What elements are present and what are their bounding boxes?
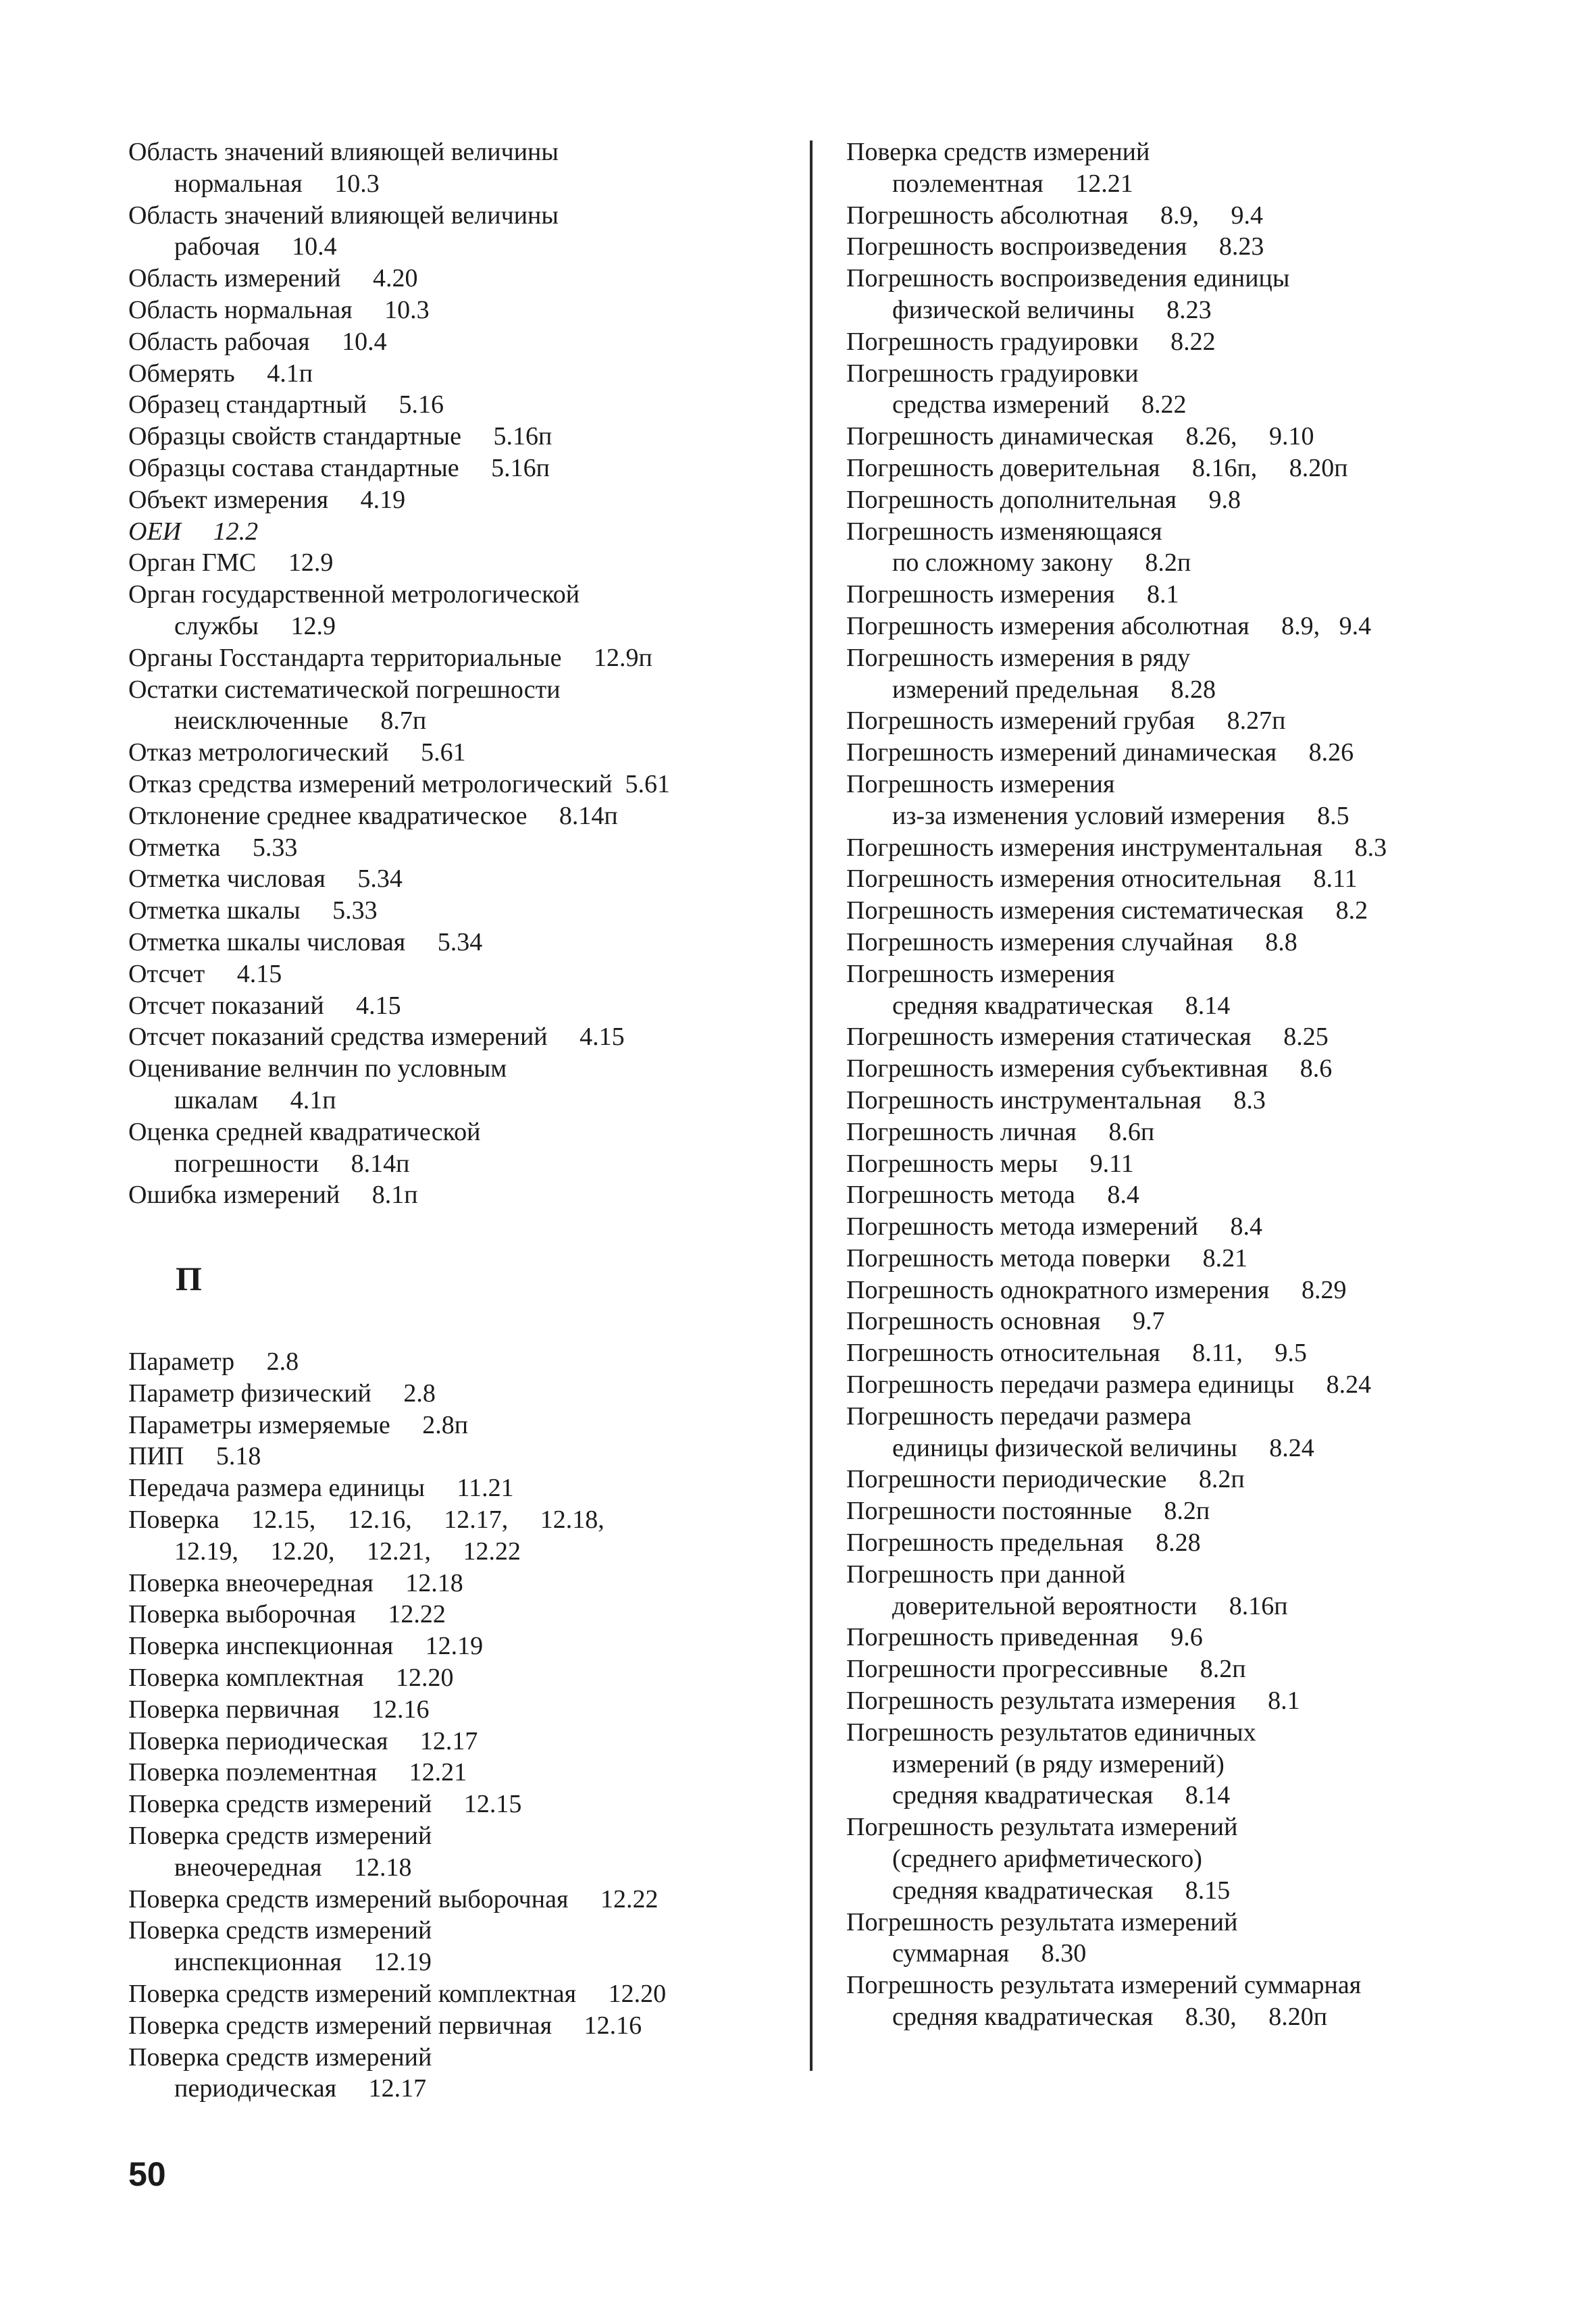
index-entry: Отметка шкалы числовая 5.34 — [128, 927, 483, 956]
index-entry: Область значений влияющей величины — [128, 201, 559, 230]
index-entry: Орган государственной метрологической — [128, 580, 580, 609]
index-entry: Параметры измеряемые 2.8п — [128, 1410, 469, 1439]
index-entry: Погрешность абсолютная 8.9, 9.4 — [846, 201, 1263, 230]
index-entry: Оценка средней квадратической — [128, 1117, 481, 1146]
index-entry: Поверка инспекционная 12.19 — [128, 1632, 484, 1661]
index-entry: нормальная 10.3 — [174, 169, 380, 198]
index-entry: Поверка выборочная 12.22 — [128, 1600, 446, 1629]
index-entry: Поверка средств измерений — [846, 138, 1150, 166]
index-entry: Погрешность личная 8.6п — [846, 1117, 1155, 1146]
index-entry: Оценивание велнчин по условным — [128, 1054, 507, 1083]
index-entry: Погрешность изменяющаяся — [846, 517, 1162, 546]
right-column — [846, 136, 1555, 2033]
index-entry: Область нормальная 10.3 — [128, 295, 430, 324]
index-entry: Погрешность измерения — [846, 769, 1115, 798]
index-entry: Погрешность однократного измерения 8.29 — [846, 1275, 1347, 1304]
index-entry: Поверка средств измерений комплектная 12.20 — [128, 1980, 667, 2009]
index-entry: Отметка шкалы 5.33 — [128, 896, 378, 925]
index-entry: Погрешность метода измерений 8.4 — [846, 1212, 1262, 1241]
index-entry: рабочая 10.4 — [174, 232, 337, 261]
index-entry: Погрешность передачи размера единицы 8.24 — [846, 1370, 1372, 1399]
index-entry: Область рабочая 10.4 — [128, 327, 387, 356]
index-entry: Отказ метрологический 5.61 — [128, 738, 466, 767]
index-entry: Поверка средств измерений первичная 12.16 — [128, 2011, 642, 2040]
index-entry: Погрешность измерения систематическая 8.2 — [846, 896, 1368, 925]
index-entry: Погрешность результатов единичных — [846, 1718, 1256, 1747]
index-entry: Поверка средств измерений 12.15 — [128, 1790, 522, 1819]
index-entry: Погрешность градуировки — [846, 359, 1139, 388]
index-entry: Погрешность измерения относительная 8.11 — [846, 865, 1358, 894]
index-entry: шкалам 4.1п — [174, 1085, 336, 1114]
index-entry: Поверка средств измерений — [128, 2042, 432, 2072]
index-entry: Поверка первичная 12.16 — [128, 1695, 430, 1724]
index-entry: Погрешность измерения — [846, 959, 1115, 988]
index-entry: Погрешность инструментальная 8.3 — [846, 1085, 1266, 1114]
index-entry: Отметка 5.33 — [128, 833, 298, 862]
index-entry: Погрешность измерения субъективная 8.6 — [846, 1054, 1333, 1083]
index-entry: Отклонение среднее квадратическое 8.14п — [128, 801, 618, 830]
index-entry: Погрешность измерения случайная 8.8 — [846, 927, 1297, 956]
index-entry: Ошибка измерений 8.1п — [128, 1181, 418, 1210]
index-entry: поэлементная 12.21 — [892, 169, 1133, 198]
section-gap — [128, 1299, 804, 1346]
index-entry: Органы Госстандарта территориальные 12.9п — [128, 643, 652, 672]
index-entry: Погрешность дополнительная 9.8 — [846, 485, 1241, 514]
index-entry: Погрешность измерения в ряду — [846, 643, 1191, 672]
index-entry: погрешности 8.14п — [174, 1149, 410, 1178]
index-entry: Погрешность воспроизведения 8.23 — [846, 232, 1264, 261]
index-entry: 12.19, 12.20, 12.21, 12.22 — [174, 1537, 521, 1566]
left-column — [128, 136, 804, 2105]
index-entry: Орган ГМС 12.9 — [128, 548, 334, 577]
index-entry: Объект измерения 4.19 — [128, 485, 406, 514]
index-entry: Погрешность метода 8.4 — [846, 1181, 1139, 1210]
index-entry: из-за изменения условий измерения 8.5 — [892, 801, 1349, 830]
index-entry: Передача размера единицы 11.21 — [128, 1474, 514, 1503]
index-entry: Погрешность измерения статическая 8.25 — [846, 1023, 1329, 1052]
index-entry: Погрешность доверительная 8.16п, 8.20п — [846, 453, 1348, 482]
section-gap — [128, 1211, 804, 1258]
right-entries — [846, 136, 1555, 2033]
index-entry: Погрешность приведенная 9.6 — [846, 1623, 1203, 1652]
index-entry: Поверка комплектная 12.20 — [128, 1664, 454, 1693]
index-entry: Погрешность основная 9.7 — [846, 1307, 1165, 1336]
index-entry: измерений предельная 8.28 — [892, 675, 1216, 704]
index-entry: Поверка средств измерений — [128, 1916, 432, 1945]
index-entry: Погрешность измерения инструментальная 8.3 — [846, 833, 1387, 862]
left-entries-before — [128, 136, 804, 1211]
index-entry: Погрешность передачи размера — [846, 1402, 1192, 1431]
index-entry: средняя квадратическая 8.30, 8.20п — [892, 2003, 1328, 2032]
column-divider — [810, 140, 813, 2071]
index-entry: ОЕИ 12.2 — [128, 517, 259, 546]
index-entry: Погрешность результата измерений — [846, 1813, 1238, 1842]
index-entry: Погрешность результата измерений суммарная — [846, 1971, 1362, 2000]
index-entry: внеочередная 12.18 — [174, 1853, 412, 1882]
index-entry: Погрешность измерений грубая 8.27п — [846, 706, 1286, 736]
index-entry: Область измерений 4.20 — [128, 264, 418, 293]
index-entry: Область значений влияющей величины — [128, 138, 559, 166]
index-entry: Образцы свойств стандартные 5.16п — [128, 422, 552, 451]
index-entry: Параметр физический 2.8 — [128, 1379, 436, 1408]
index-entry: Погрешность измерения 8.1 — [846, 580, 1179, 609]
index-entry: единицы физической величины 8.24 — [892, 1433, 1314, 1462]
index-entry: суммарная 8.30 — [892, 1939, 1087, 1968]
index-entry: (среднего арифметического) — [892, 1845, 1202, 1874]
index-entry: средняя квадратическая 8.14 — [892, 1781, 1231, 1810]
index-entry: Поверка внеочередная 12.18 — [128, 1568, 463, 1597]
index-entry: средства измерений 8.22 — [892, 390, 1187, 419]
index-entry: Поверка поэлементная 12.21 — [128, 1758, 467, 1787]
index-entry: Погрешность предельная 8.28 — [846, 1528, 1201, 1558]
left-entries-after — [128, 1346, 804, 2105]
index-entry: Образец стандартный 5.16 — [128, 390, 444, 419]
index-entry: Погрешность относительная 8.11, 9.5 — [846, 1339, 1307, 1368]
index-entry: Погрешность измерения абсолютная 8.9, 9.4 — [846, 611, 1372, 640]
index-entry: Поверка периодическая 12.17 — [128, 1726, 478, 1755]
index-entry: доверительной вероятности 8.16п — [892, 1591, 1288, 1620]
index-entry: Погрешность динамическая 8.26, 9.10 — [846, 422, 1314, 451]
index-entry: службы 12.9 — [174, 611, 336, 640]
index-entry: Погрешность измерений динамическая 8.26 — [846, 738, 1354, 767]
index-entry: Погрешность результата измерений — [846, 1907, 1238, 1936]
index-entry: Отсчет 4.15 — [128, 959, 282, 988]
page-number: 50 — [128, 2155, 166, 2193]
index-entry: Отметка числовая 5.34 — [128, 865, 403, 894]
index-entry: средняя квадратическая 8.15 — [892, 1876, 1231, 1905]
index-entry: Погрешность меры 9.11 — [846, 1149, 1134, 1178]
index-entry: Погрешности периодические 8.2п — [846, 1465, 1245, 1494]
index-entry: Погрешности прогрессивные 8.2п — [846, 1655, 1246, 1684]
index-entry: Поверка средств измерений — [128, 1822, 432, 1851]
index-entry: измерений (в ряду измерений) — [892, 1749, 1225, 1778]
index-entry: неисключенные 8.7п — [174, 706, 427, 736]
index-entry: Параметр 2.8 — [128, 1347, 299, 1377]
index-entry: Погрешность результата измерения 8.1 — [846, 1687, 1300, 1716]
index-entry: Погрешность воспроизведения единицы — [846, 264, 1290, 293]
index-entry: Остатки систематической погрешности — [128, 675, 561, 704]
index-entry: Образцы состава стандартные 5.16п — [128, 453, 550, 482]
index-entry: Погрешность при данной — [846, 1560, 1126, 1589]
index-entry: по сложному закону 8.2п — [892, 548, 1191, 577]
index-entry: Погрешность градуировки 8.22 — [846, 327, 1216, 356]
index-entry: периодическая 12.17 — [174, 2074, 427, 2103]
index-entry: средняя квадратическая 8.14 — [892, 991, 1231, 1020]
index-entry: Отсчет показаний 4.15 — [128, 991, 401, 1020]
index-entry: Погрешности постоянные 8.2п — [846, 1497, 1210, 1526]
index-entry: ПИП 5.18 — [128, 1442, 261, 1471]
index-entry: Погрешность метода поверки 8.21 — [846, 1243, 1248, 1272]
index-entry: Отказ средства измерений метрологический 5.61 — [128, 769, 671, 798]
index-entry: Обмерять 4.1п — [128, 359, 313, 388]
index-entry: физической величины 8.23 — [892, 295, 1212, 324]
index-entry: Поверка средств измерений выборочная 12.22 — [128, 1884, 659, 1913]
index-entry: Поверка 12.15, 12.16, 12.17, 12.18, — [128, 1506, 604, 1535]
index-entry: инспекционная 12.19 — [174, 1948, 432, 1977]
section-letter: П — [176, 1260, 202, 1298]
index-entry: Отсчет показаний средства измерений 4.15 — [128, 1023, 625, 1052]
